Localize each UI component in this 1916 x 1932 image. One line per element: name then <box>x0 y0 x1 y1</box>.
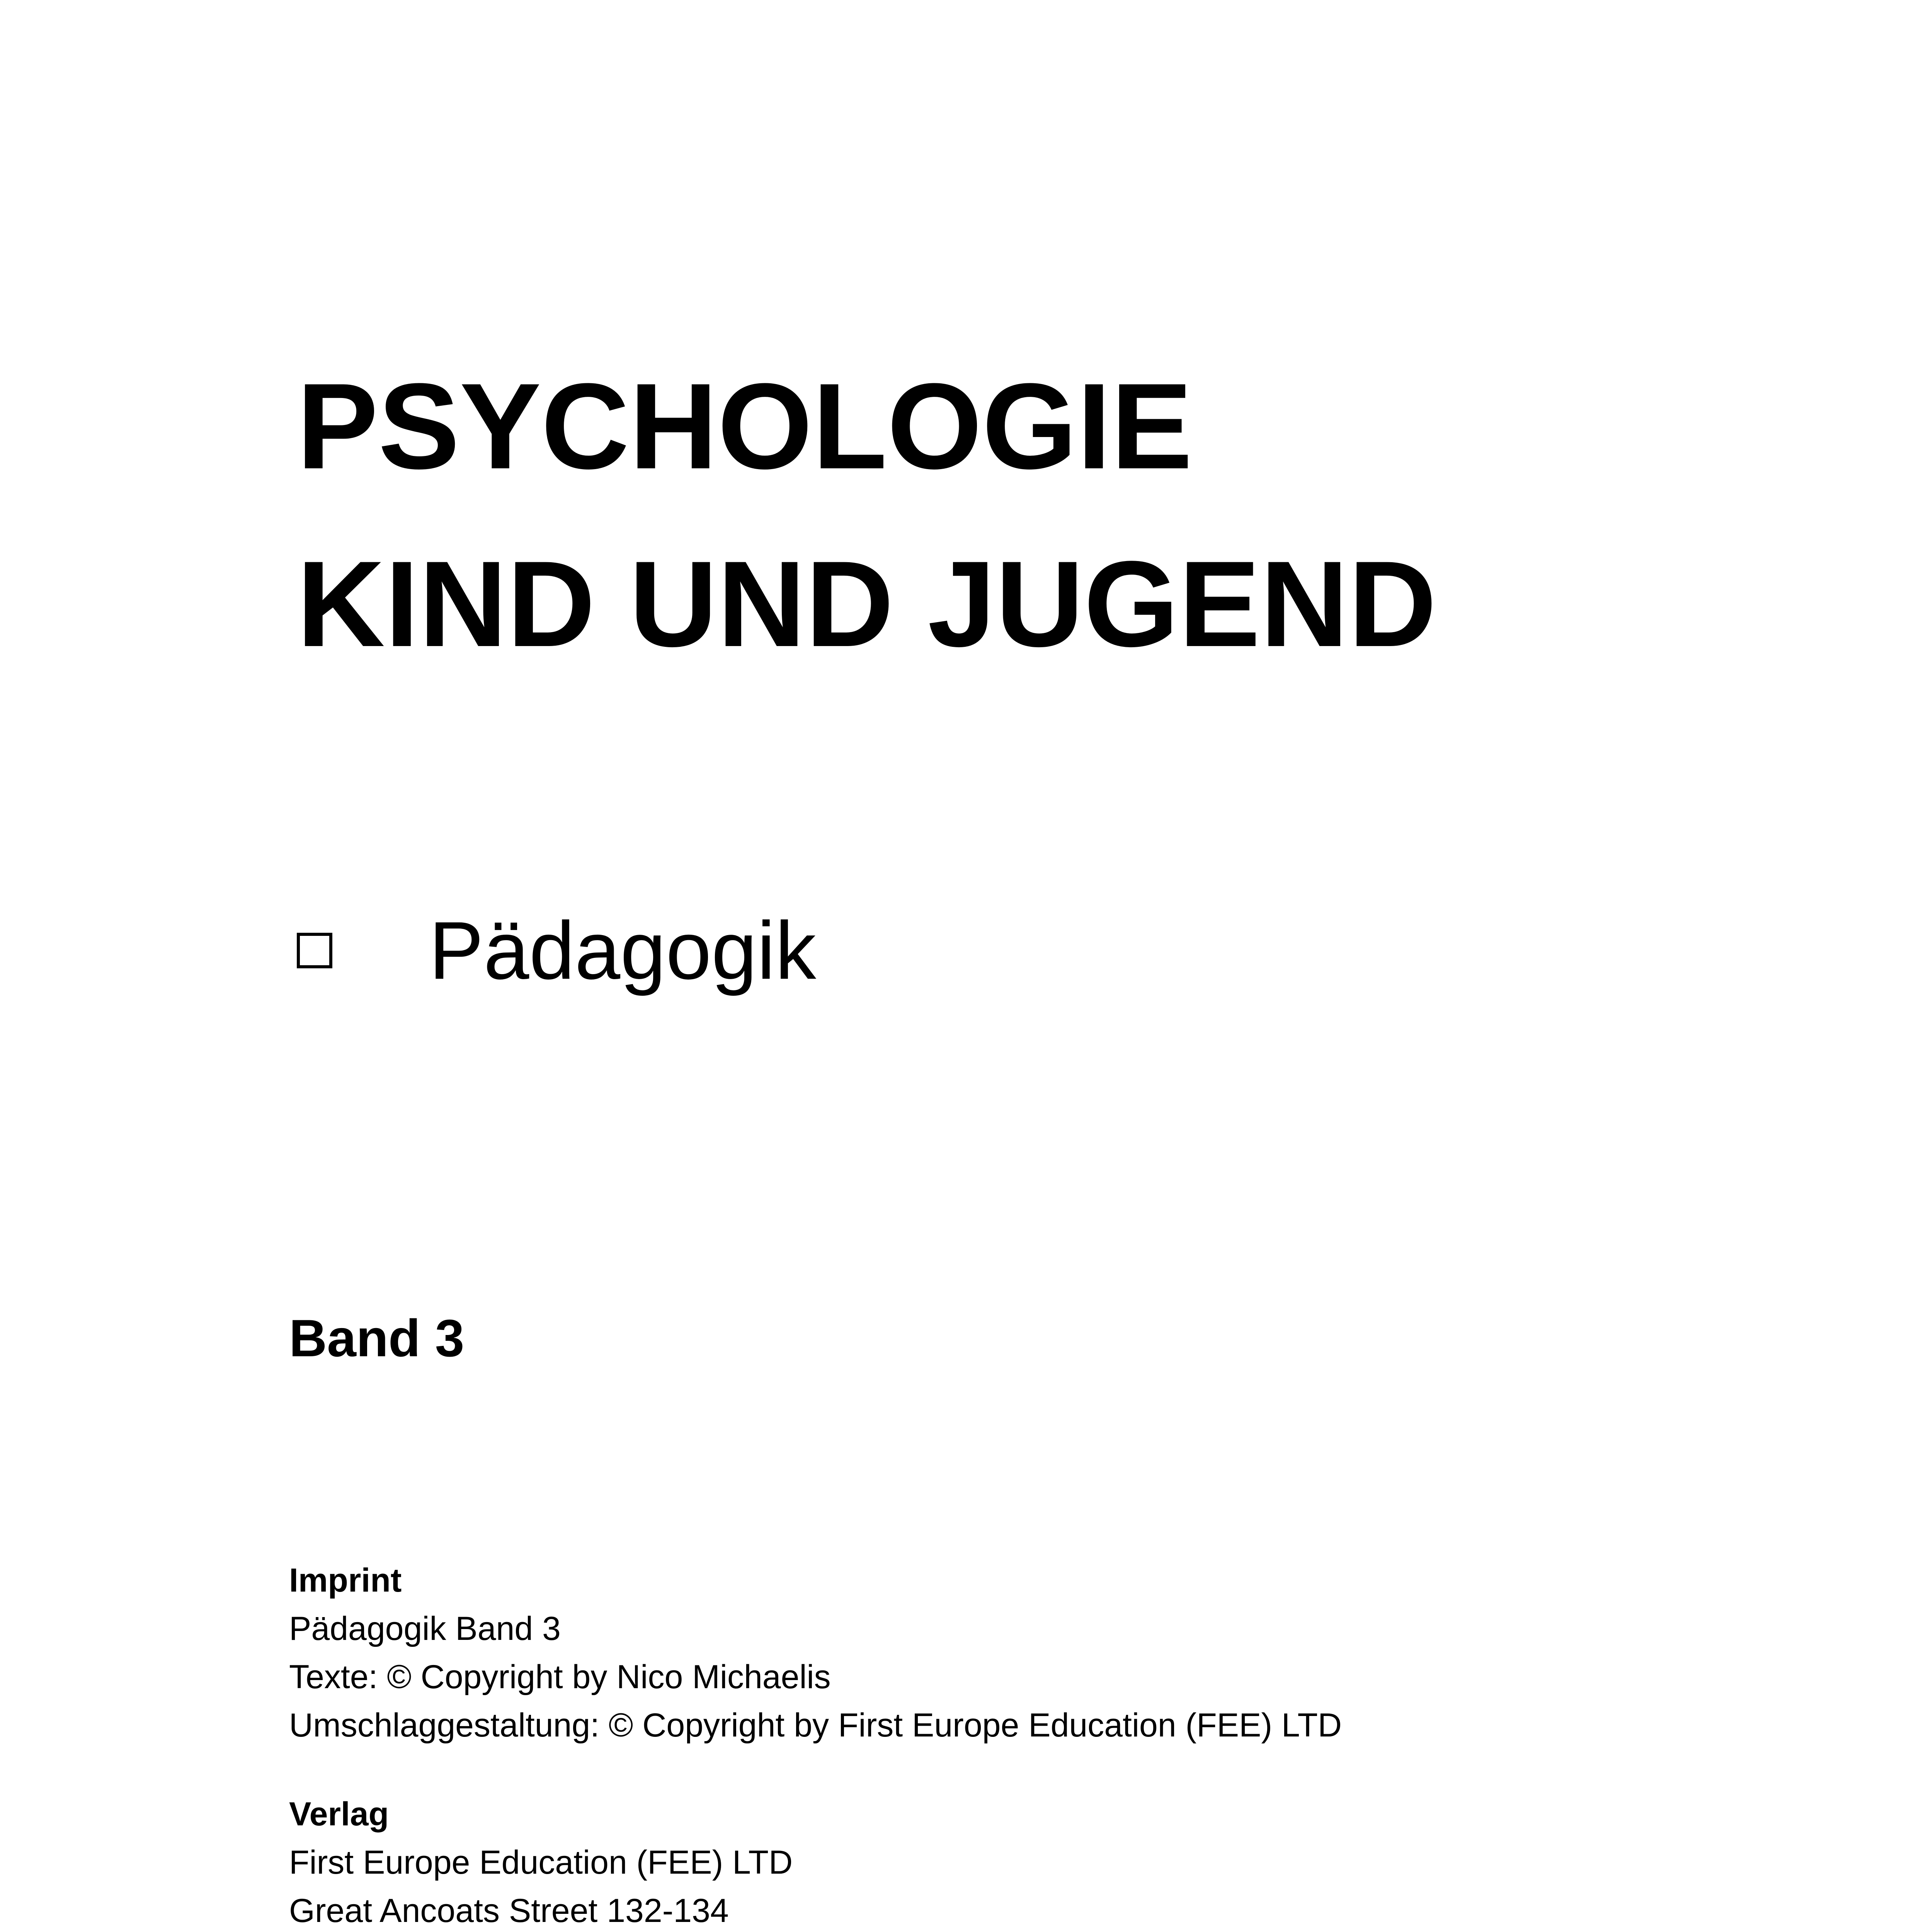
imprint-section <box>289 1556 1342 1750</box>
publisher-heading: Verlag <box>289 1796 389 1833</box>
book-title-line-2: KIND UND JUGEND <box>297 536 1437 672</box>
publisher-line: Great Ancoats Street 132-134 <box>289 1892 729 1929</box>
checkbox-empty-icon <box>297 933 332 968</box>
imprint-line: Umschlaggestaltung: © Copyright by First Europe Education (FEE) LTD <box>289 1707 1342 1744</box>
publisher-line: First Europe Education (FEE) LTD <box>289 1844 793 1881</box>
volume-label: Band 3 <box>289 1309 465 1367</box>
imprint-line: Pädagogik Band 3 <box>289 1610 561 1647</box>
imprint-line: Texte: © Copyright by Nico Michaelis <box>289 1658 831 1696</box>
subject-label: Pädagogik <box>429 905 816 996</box>
book-title-line-1: PSYCHOLOGIE <box>297 358 1193 494</box>
subject-entry <box>297 900 816 1001</box>
publisher-section <box>289 1790 829 1932</box>
imprint-heading: Imprint <box>289 1562 402 1599</box>
